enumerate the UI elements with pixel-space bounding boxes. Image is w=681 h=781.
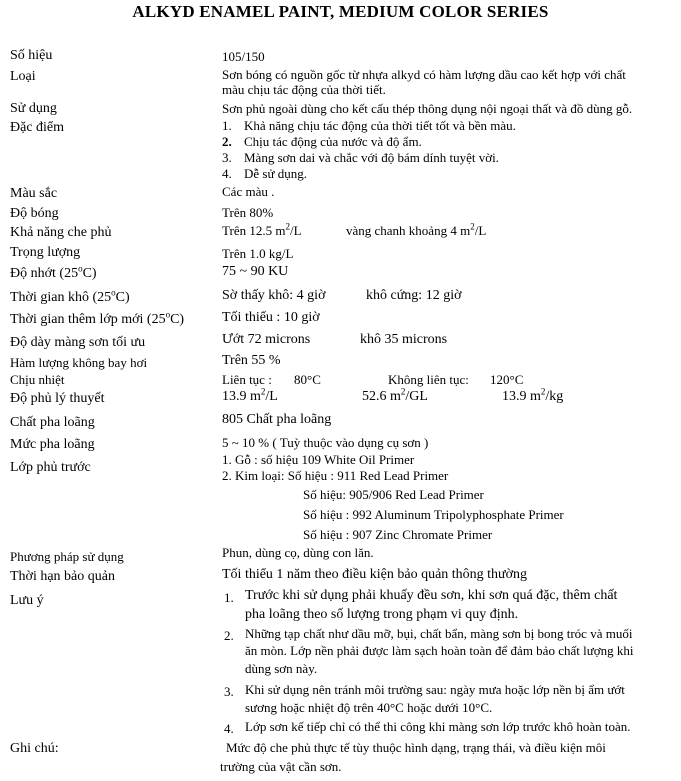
value-loai-line1: Sơn bóng có nguồn gốc từ nhựa alkyd có hàm lượng dầu cao kết hợp với chất (222, 67, 626, 82)
value-chiu-nhiet-lien-tuc-label: Liên tục : (222, 372, 272, 387)
label-loai: Loại (10, 69, 36, 84)
lop-phu-truoc-item: 2. Kim loại: Số hiệu : 911 Red Lead Primer (222, 468, 449, 483)
luu-y-num: 4. (224, 721, 234, 736)
value-kha-nang-che-phu: Trên 12.5 $m^2/L$ (222, 221, 302, 238)
value-su-dung: Sơn phủ ngoài dùng cho kết cấu thép thông dụng nội ngoại thất và đồ dùng gỗ. (222, 101, 633, 116)
luu-y-num: 3. (224, 684, 234, 699)
value-phuong-phap: Phun, dùng cọ, dùng con lăn. (222, 545, 374, 560)
label-ham-luong: Hàm lượng không bay hơi (10, 355, 148, 370)
label-mau-sac: Màu sắc (10, 186, 58, 201)
value-ghi-chu-line1: Mức độ che phủ thực tế tùy thuộc hình dạng, trạng thái, và điều kiện môi (226, 740, 606, 755)
lop-phu-truoc-subitem: Số hiệu: 905/906 Red Lead Primer (303, 487, 484, 502)
label-so-hieu: Số hiệu (10, 48, 53, 63)
luu-y-text: ăn mòn. Lớp nền phải được làm sạch hoàn toàn để đảm bảo chất lượng khi (245, 643, 634, 658)
value-thoi-han: Tối thiểu 1 năm theo điều kiện bảo quản thông thường (222, 567, 528, 582)
document-title: ALKYD ENAMEL PAINT, MEDIUM COLOR SERIES (132, 2, 549, 21)
dac-diem-item: 2. Chịu tác động của nước và độ ẩm. (222, 134, 422, 149)
luu-y-text: pha loãng theo số lượng trong phạm vi quy định. (245, 607, 519, 622)
value-do-phu-gl: 52.6 $m^2/GL$ (362, 386, 428, 404)
label-su-dung: Sử dụng (10, 101, 57, 116)
luu-y-text: dùng sơn này. (245, 661, 318, 676)
luu-y-text: Những tạp chất như dầu mỡ, bụi, chất bẩn, màng sơn bị bong tróc và muối (245, 626, 633, 641)
luu-y-text: Khi sử dụng nên tránh môi trường sau: ngày mưa hoặc lớp nền bị ẩm ướt (245, 682, 625, 697)
dac-diem-item: 4. Dễ sử dụng. (222, 166, 308, 181)
lop-phu-truoc-subitem: Số hiệu : 992 Aluminum Tripolyphosphate Primer (303, 507, 564, 522)
value-chat-pha-loang: 805 Chất pha loãng (222, 412, 332, 427)
lop-phu-truoc-item: 1. Gỗ : số hiệu 109 White Oil Primer (222, 452, 415, 467)
value-chiu-nhiet-khong-lien-tuc-label: Không liên tục: (388, 372, 469, 387)
label-thoi-gian-kho: Thời gian khô (25$^o$C) (10, 287, 130, 305)
label-phuong-phap: Phương pháp sử dụng (10, 549, 124, 564)
label-thoi-gian-them-lop: Thời gian thêm lớp mới (25$^o$C) (10, 309, 185, 327)
dac-diem-item: 3. Màng sơn dai và chắc với độ bám dính tuyệt vời. (222, 150, 499, 165)
label-kha-nang-che-phu: Khả năng che phủ (10, 225, 112, 240)
luu-y-text: Lớp sơn kế tiếp chỉ có thể thi công khi màng sơn lớp trước khô hoàn toàn. (245, 719, 631, 734)
value-do-phu-l: 13.9 $m^2/L$ (222, 386, 278, 404)
label-lop-phu-truoc: Lớp phủ trước (10, 460, 91, 475)
value-do-day-kho: khô 35 microns (360, 332, 448, 347)
label-trong-luong: Trọng lượng (10, 245, 81, 260)
value-muc-pha-loang: 5 ~ 10 % ( Tuỳ thuộc vào dụng cụ sơn ) (222, 435, 429, 450)
label-muc-pha-loang: Mức pha loãng (10, 437, 95, 452)
value-do-nhot: 75 ~ 90 KU (222, 264, 289, 279)
value-loai-line2: màu chịu tác động của thời tiết. (222, 82, 386, 97)
value-do-day-uot: Ướt 72 microns (222, 332, 311, 347)
value-chiu-nhiet-lien-tuc: 80°C (294, 372, 321, 387)
luu-y-num: 1. (224, 590, 234, 605)
label-thoi-han: Thời hạn bảo quản (10, 569, 115, 584)
label-dac-diem: Đặc điểm (10, 120, 65, 135)
dac-diem-item: 1. Khả năng chịu tác động của thời tiết tốt và bền màu. (222, 118, 516, 133)
luu-y-text: Trước khi sử dụng phải khuấy đều sơn, khi sơn quá đặc, thêm chất (245, 588, 618, 603)
label-do-nhot: Độ nhớt (25$^o$C) (10, 263, 97, 281)
label-ghi-chu: Ghi chú: (10, 741, 59, 756)
label-do-day: Độ dày màng sơn tối ưu (10, 335, 146, 350)
label-chat-pha-loang: Chất pha loãng (10, 415, 95, 430)
value-ham-luong: Trên 55 % (222, 353, 281, 368)
value-trong-luong: Trên 1.0 kg/L (222, 246, 294, 261)
value-so-hieu: 105/150 (222, 49, 265, 64)
value-thoi-gian-kho-cung: khô cứng: 12 giờ (366, 288, 462, 303)
label-do-phu-ly-thuyet: Độ phủ lý thuyết (10, 391, 105, 406)
value-thoi-gian-them-lop: Tối thiểu : 10 giờ (222, 310, 320, 325)
lop-phu-truoc-subitem: Số hiệu : 907 Zinc Chromate Primer (303, 527, 493, 542)
luu-y-num: 2. (224, 628, 234, 643)
label-luu-y: Lưu ý (10, 593, 44, 608)
value-do-bong: Trên 80% (222, 205, 274, 220)
value-kha-nang-che-phu-vang-chanh: vàng chanh khoảng 4 $m^2/L$ (346, 221, 487, 238)
luu-y-text: sương hoặc nhiệt độ trên 40°C hoặc dưới 10°C. (245, 700, 493, 715)
value-thoi-gian-kho-so-thay: Sờ thấy khô: 4 giờ (222, 288, 326, 303)
value-mau-sac: Các màu . (222, 184, 275, 199)
label-do-bong: Độ bóng (10, 206, 59, 221)
value-ghi-chu-line2: trường của vật cần sơn. (220, 759, 342, 774)
value-do-phu-kg: 13.9 $m^2/kg$ (502, 386, 564, 404)
label-chiu-nhiet: Chịu nhiệt (10, 372, 65, 387)
value-chiu-nhiet-khong-lien-tuc: 120°C (490, 372, 524, 387)
